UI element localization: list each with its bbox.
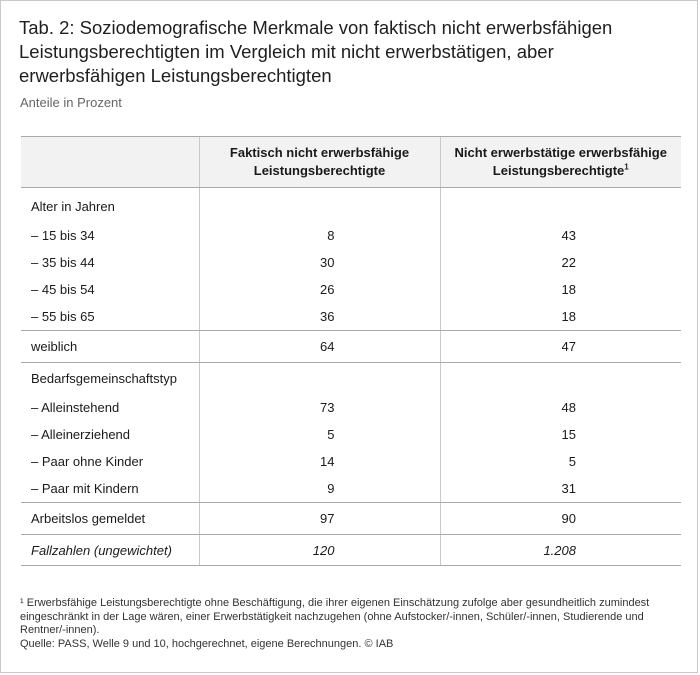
header-empty	[21, 137, 199, 188]
cell-a: 120	[199, 535, 440, 566]
row-label: Arbeitslos gemeldet	[21, 503, 199, 535]
source-note: Quelle: PASS, Welle 9 und 10, hochgerechnet, eigene Berechnungen. © IAB	[20, 637, 394, 650]
table-row	[21, 331, 681, 363]
cell-a: 26	[199, 276, 440, 303]
table-row	[21, 222, 681, 249]
header-col-faktisch	[199, 137, 440, 188]
row-label: – 55 bis 65	[21, 303, 199, 331]
cell-b	[440, 363, 681, 395]
row-label: – 15 bis 34	[31, 228, 95, 243]
cell-b: 5	[440, 448, 681, 475]
footnote-text	[20, 597, 680, 638]
cell-a: 36	[199, 303, 440, 331]
cell-b: 15	[440, 421, 681, 448]
row-label: – 45 bis 54	[31, 282, 95, 297]
cell-b: 18	[440, 276, 681, 303]
cell-b: 43	[440, 222, 681, 249]
row-label: – Alleinstehend	[31, 400, 120, 415]
cell-a: 64	[199, 331, 440, 363]
cell-a: 97	[199, 503, 440, 535]
table-row	[21, 394, 681, 421]
row-label: Bedarfsgemeinschaftstyp	[31, 371, 177, 386]
table-row	[21, 249, 681, 276]
footnote-marker: ¹	[20, 597, 24, 609]
table-row	[21, 421, 681, 448]
cell-b: 48	[440, 394, 681, 421]
row-label: Fallzahlen (ungewichtet)	[21, 535, 199, 566]
cell-b: 1.208	[440, 535, 681, 566]
cell-b: 18	[440, 303, 681, 331]
header-col-faktisch-label: Faktisch nicht erwerbsfähige Leistungsberechtigte	[229, 145, 410, 178]
row-label: – Paar ohne Kinder	[31, 454, 144, 469]
cell-a: 14	[199, 448, 440, 475]
table-row	[21, 303, 681, 331]
row-label: Alter in Jahren	[31, 199, 115, 214]
cell-a	[199, 188, 440, 223]
row-label: – 35 bis 44	[31, 255, 95, 270]
row-label: – Paar mit Kindern	[21, 475, 199, 503]
row-label: weiblich	[21, 331, 199, 363]
footnote-block	[20, 597, 680, 651]
cell-b: 31	[440, 475, 681, 503]
table-row	[21, 475, 681, 503]
row-label: – Alleinerziehend	[31, 427, 131, 442]
table-subtitle: Anteile in Prozent	[20, 95, 122, 110]
header-footnote-marker: 1	[624, 162, 629, 172]
table-row	[21, 363, 681, 395]
table-row	[21, 448, 681, 475]
cell-b: 90	[440, 503, 681, 535]
cell-b: 22	[440, 249, 681, 276]
cell-a: 8	[199, 222, 440, 249]
table-title: Tab. 2: Soziodemografische Merkmale von faktisch nicht erwerbsfähigen Leistungsberechtigten im Vergleich mit nicht erwerbstätigen, aber erwerbsfähigen Leistungsberechtigten	[19, 17, 613, 86]
header-col-nicht-erwerbstaetig	[440, 137, 681, 188]
cell-a: 9	[199, 475, 440, 503]
cell-b: 47	[440, 331, 681, 363]
data-table	[21, 136, 681, 566]
cell-a: 73	[199, 394, 440, 421]
table-row	[21, 276, 681, 303]
cell-a: 5	[199, 421, 440, 448]
table-row	[21, 503, 681, 535]
table-header-row	[21, 137, 681, 188]
cell-a: 30	[199, 249, 440, 276]
table-row	[21, 188, 681, 223]
table-row-case-numbers	[21, 535, 681, 566]
cell-b	[440, 188, 681, 223]
footnote-body: Erwerbsfähige Leistungsberechtigte ohne Beschäftigung, die ihrer eigenen Einschätzung zufolge aber gesundheitlich zumindest eingeschränkt in der Lage wären, einer Erwerbstätigkeit nachzugehen (ohne Aufstocker/-innen, Schüler/-innen, Studierende und Rentner/-innen).	[20, 597, 650, 636]
header-col-nicht-erwerbstaetig-label: Nicht erwerbstätige erwerbsfähige Leistungsberechtigte	[454, 145, 667, 178]
cell-a	[199, 363, 440, 395]
